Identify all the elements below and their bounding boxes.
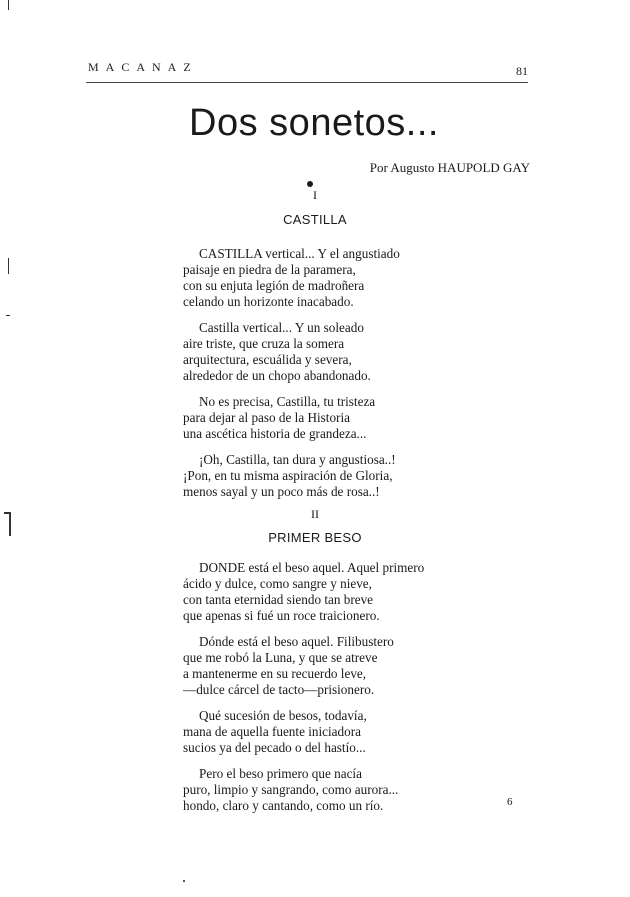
ornament-dot [307, 181, 313, 187]
verse-line: para dejar al paso de la Historia [183, 410, 350, 425]
verse-line: que me robó la Luna, y que se atreve [183, 650, 378, 665]
article-title-text: Dos sonetos... [189, 102, 439, 144]
article-title [0, 102, 630, 145]
verse-line: Castilla vertical... Y un soleado [199, 320, 364, 335]
signature-mark: 6 [507, 796, 513, 808]
verse-line: aire triste, que cruza la somera [183, 336, 345, 351]
verse-line: No es precisa, Castilla, tu tristeza [199, 394, 376, 409]
verse-line: que apenas si fué un roce traicionero. [183, 608, 380, 623]
stanza [183, 766, 483, 814]
page-number: 81 [516, 64, 528, 78]
verse-line: sucios ya del pecado o del hastío... [183, 740, 366, 755]
stanza [183, 634, 483, 698]
verse-line: Dónde está el beso aquel. Filibustero [199, 634, 394, 649]
scan-edge-mark [8, 258, 9, 274]
verse-line: con su enjuta legión de madroñera [183, 278, 365, 293]
verse-line: CASTILLA vertical... Y el angustiado [199, 246, 400, 261]
verse-line: con tanta eternidad siendo tan breve [183, 592, 374, 607]
verse-line: mana de aquella fuente iniciadora [183, 724, 361, 739]
article-byline: Por Augusto HAUPOLD GAY [369, 160, 530, 175]
stanza [183, 320, 483, 384]
stanza [183, 560, 483, 624]
scan-edge-mark [6, 315, 10, 316]
header-rule [86, 82, 528, 83]
verse-line: Qué sucesión de besos, todavía, [199, 708, 367, 723]
verse-line: hondo, claro y cantando, como un río. [183, 798, 384, 813]
sonnet-1-body [183, 246, 483, 510]
verse-line: ¡Pon, en tu misma aspiración de Gloria, [183, 468, 393, 483]
verse-line: a mantenerme en su recuerdo leve, [183, 666, 367, 681]
stanza [183, 708, 483, 756]
scan-edge-mark [9, 512, 11, 536]
sonnet-2-title: PRIMER BESO [268, 530, 362, 545]
verse-line: ¡Oh, Castilla, tan dura y angustiosa..! [199, 452, 396, 467]
verse-line: DONDE está el beso aquel. Aquel primero [199, 560, 425, 575]
scan-edge-mark [8, 0, 9, 10]
verse-line: Pero el beso primero que nacía [199, 766, 362, 781]
verse-line: ácido y dulce, como sangre y nieve, [183, 576, 372, 591]
verse-line: arquitectura, escuálida y severa, [183, 352, 352, 367]
stanza [183, 394, 483, 442]
verse-line: menos sayal y un poco más de rosa..! [183, 484, 380, 499]
sonnet-2-body [183, 560, 483, 824]
verse-line: paisaje en piedra de la paramera, [183, 262, 356, 277]
scan-speck [183, 880, 185, 882]
verse-line: celando un horizonte inacabado. [183, 294, 354, 309]
stanza [183, 452, 483, 500]
sonnet-1-number: I [313, 188, 317, 202]
sonnet-1-title: CASTILLA [283, 212, 347, 227]
stanza [183, 246, 483, 310]
sonnet-2-number: II [311, 507, 319, 521]
verse-line: una ascética historia de grandeza... [183, 426, 367, 441]
running-head: MACANAZ [88, 60, 198, 74]
verse-line: alrededor de un chopo abandonado. [183, 368, 371, 383]
verse-line: —dulce cárcel de tacto—prisionero. [183, 682, 375, 697]
verse-line: puro, limpio y sangrando, como aurora... [183, 782, 399, 797]
